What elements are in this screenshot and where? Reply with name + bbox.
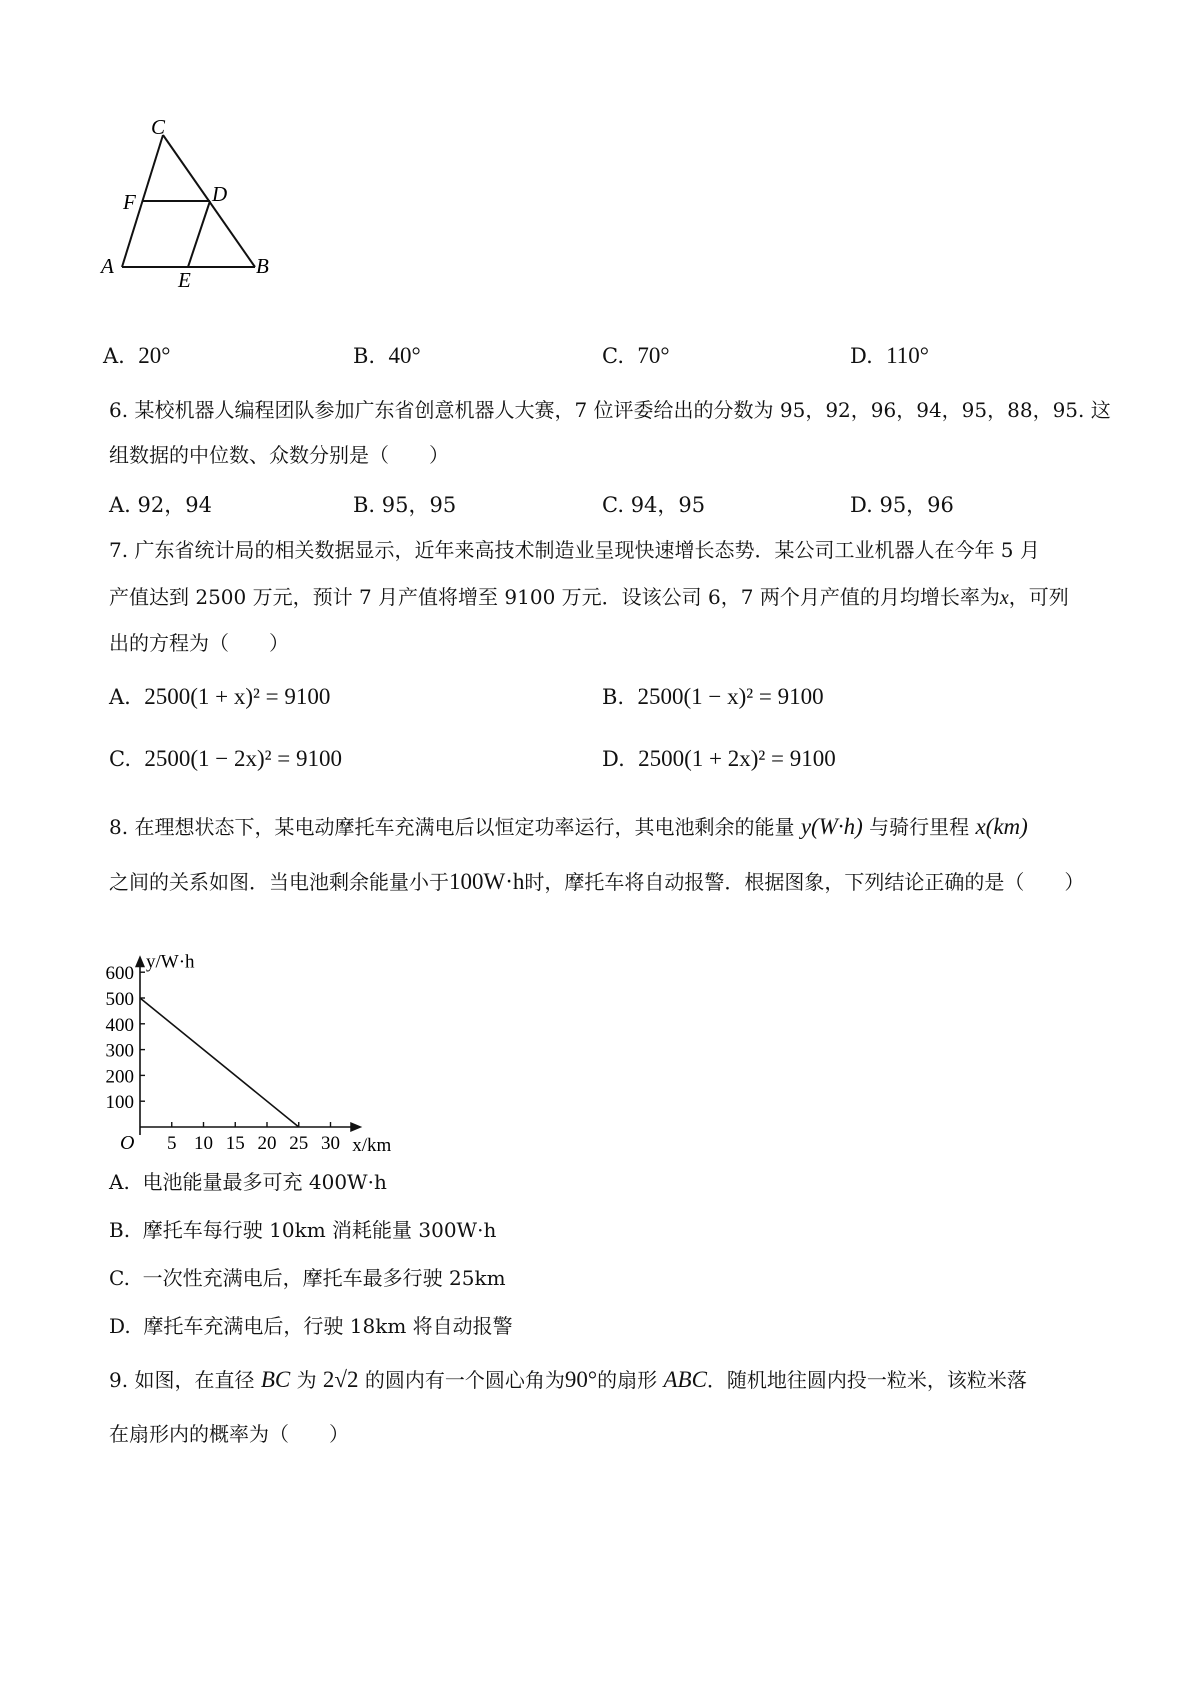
q7-option-c[interactable] [109,746,342,772]
q7-variable-x: x [999,587,1009,609]
label-f: F [123,190,136,214]
energy-mileage-chart [100,905,440,1156]
q6-line-1: 6. 某校机器人编程团队参加广东省创意机器人大赛，7 位评委给出的分数为 95，92，96，94，95，88，95. 这 [109,398,1111,422]
q8-threshold: 100W·h [449,869,525,894]
x-tick-label: 10 [194,1133,213,1154]
q8-line-2 [109,866,1084,895]
q6-line-2: 组数据的中位数、众数分别是（ ） [109,443,449,467]
q9-segment-bc: BC [260,1367,291,1392]
q8-line-1 [109,811,1028,840]
q7-line-1: 7. 广东省统计局的相关数据显示，近年来高技术制造业呈现快速增长态势．某公司工业机器人在今年 5 月 [109,538,1040,562]
option-letter: C. [109,1266,130,1290]
q8-y-unit: y(W·h) [800,814,863,839]
option-text: 20° [138,343,171,368]
segment-de [188,201,210,267]
q8-line-2-text: 之间的关系如图．当电池剩余能量小于 [109,870,449,894]
q8-line-1-text: 8. 在理想状态下，某电动摩托车充满电后以恒定功率运行，其电池剩余的能量 [109,815,795,839]
option-text: 40° [388,343,421,368]
q5-option-b[interactable] [353,343,421,369]
label-a: A [101,254,114,278]
option-letter: A. [109,685,131,709]
q7-line-2 [109,581,1069,610]
origin-label: O [120,1132,135,1154]
q8-line-2-tail: 时，摩托车将自动报警．根据图象，下列结论正确的是（ ） [524,870,1085,894]
option-letter: C. [602,344,624,368]
y-tick-label: 100 [105,1092,134,1114]
option-text: 摩托车每行驶 10km 消耗能量 300W·h [142,1218,497,1242]
option-letter: D. [850,493,873,517]
option-text: 2500(1 − 2x)² = 9100 [144,746,343,771]
q8-option-a[interactable] [109,1166,387,1195]
x-tick-label: 15 [225,1133,245,1154]
q9-diameter-value: 2√2 [322,1367,359,1392]
option-text: 电池能量最多可充 400W·h [142,1170,387,1194]
q5-option-a[interactable] [103,343,170,369]
q7-line-2-text: 产值达到 2500 万元，预计 7 月产值将增至 9100 万元．设该公司 6，7 两个月产值的月均增长率为 [109,585,1000,609]
q5-option-d[interactable] [850,343,929,369]
q8-option-c[interactable] [109,1262,506,1291]
option-text: 2500(1 + x)² = 9100 [144,684,331,709]
q9-line-1-e: ．随机地往圆内投一粒米，该粒米落 [706,1368,1027,1392]
x-axis-arrow [350,1122,362,1132]
option-text: 一次性充满电后，摩托车最多行驶 25km [142,1266,506,1290]
q8-line-1-mid: 与骑行里程 [869,815,970,839]
q9-line-1-b: 为 [296,1368,317,1392]
x-tick-label: 20 [257,1133,277,1154]
q7-option-b[interactable] [602,684,824,710]
q8-x-unit: x(km) [975,814,1028,839]
q8-option-d[interactable] [109,1310,513,1339]
q9-line-1-d: 的扇形 [597,1368,658,1392]
option-letter: D. [850,344,873,368]
y-tick-label: 400 [105,1014,134,1036]
option-letter: B. [109,1218,131,1242]
y-tick-label: 300 [105,1040,134,1062]
option-letter: D. [109,1314,131,1338]
option-letter: B. [353,344,376,368]
option-text: 110° [886,343,929,368]
x-tick-label: 25 [289,1133,309,1154]
q5-option-c[interactable] [602,343,670,369]
q9-angle: 90° [564,1367,598,1392]
option-letter: C. [602,493,624,517]
label-d: D [212,182,228,206]
option-text: 摩托车充满电后，行驶 18km 将自动报警 [143,1314,513,1338]
x-axis-label: x/km [352,1135,392,1156]
y-tick-label: 500 [105,989,134,1010]
q7-option-a[interactable] [109,684,330,710]
q9-line-1-text: 9. 如图，在直径 [109,1368,255,1392]
option-text: 94，95 [630,493,706,517]
option-text: 95，96 [879,493,954,517]
option-text: 2500(1 + 2x)² = 9100 [638,746,836,771]
q7-line-2-tail: ，可列 [1008,585,1069,609]
triangle-figure [95,115,295,300]
x-tick-label: 30 [321,1133,340,1154]
q7-option-d[interactable] [602,746,836,772]
label-e: E [178,268,191,292]
option-letter: A. [109,493,131,517]
q6-option-a[interactable] [109,489,212,519]
x-tick-label: 5 [167,1133,177,1154]
q9-sector-abc: ABC [663,1367,707,1392]
option-letter: D. [602,747,625,771]
option-letter: C. [109,747,131,771]
y-axis-label: y/W·h [146,951,195,973]
label-c: C [151,115,166,139]
option-text: 70° [637,343,670,368]
q9-line-1-c: 的圆内有一个圆心角为 [364,1368,565,1392]
q6-option-b[interactable] [353,489,456,519]
q9-line-1 [109,1364,1027,1393]
option-letter: A. [109,1170,130,1194]
y-axis-arrow [135,955,145,967]
q7-line-3: 出的方程为（ ） [109,631,289,655]
option-text: 92，94 [137,493,212,517]
option-text: 95，95 [381,493,457,517]
q8-option-b[interactable] [109,1214,496,1243]
y-tick-label: 600 [105,963,134,985]
label-b: B [256,254,269,278]
option-text: 2500(1 − x)² = 9100 [637,684,824,709]
option-letter: A. [103,344,125,368]
q6-option-c[interactable] [602,489,705,519]
q6-option-d[interactable] [850,489,954,519]
y-tick-label: 200 [105,1066,134,1088]
option-letter: B. [602,685,625,709]
series-line [140,998,299,1127]
option-letter: B. [353,493,376,517]
q9-line-2: 在扇形内的概率为（ ） [109,1422,349,1446]
